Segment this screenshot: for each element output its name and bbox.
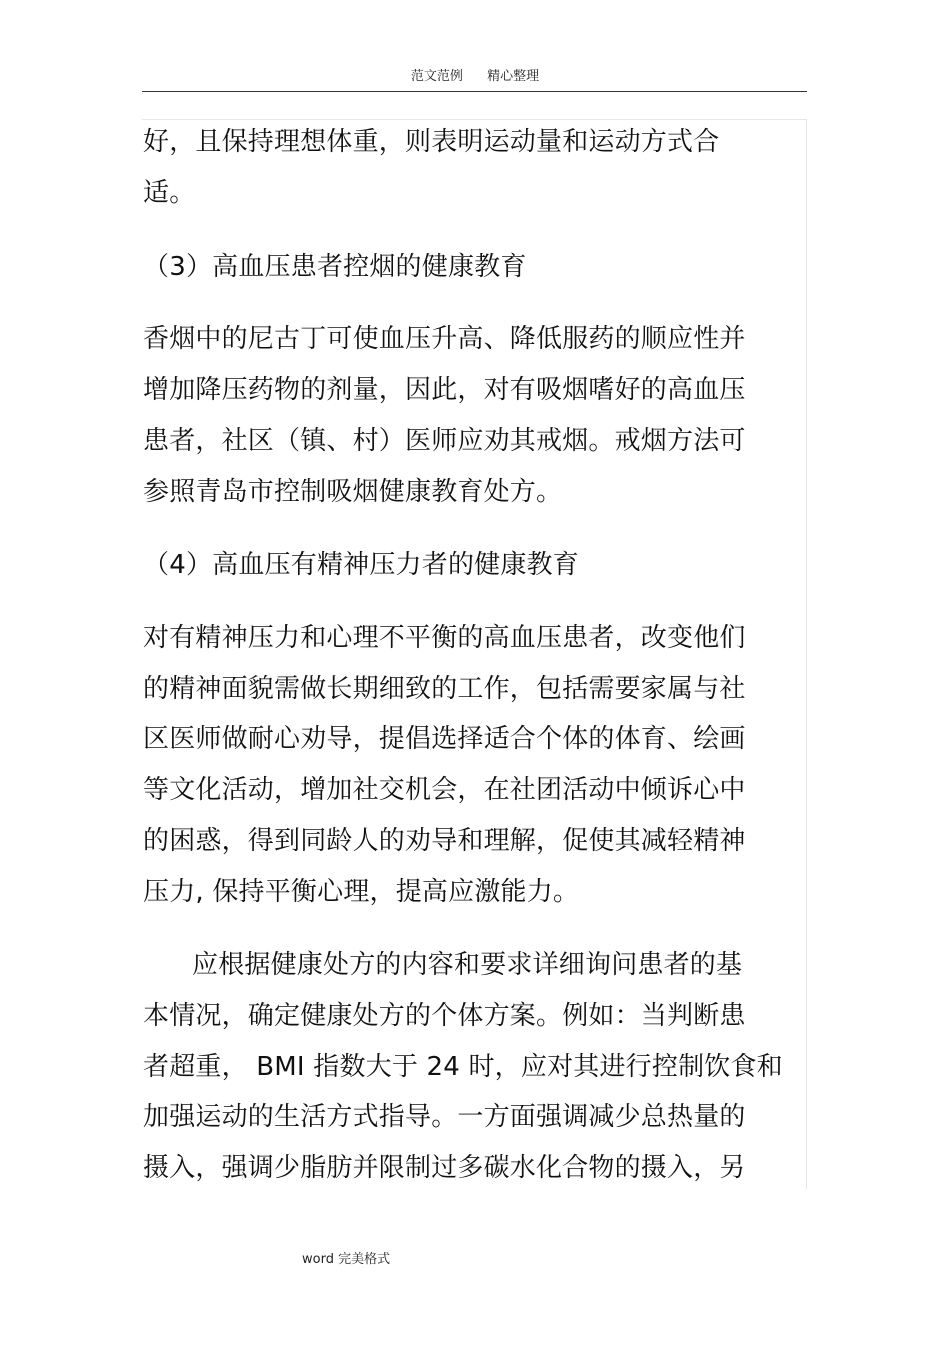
section-heading: （3）高血压患者控烟的健康教育	[143, 252, 527, 282]
body-line: 参照青岛市控制吸烟健康教育处方。	[143, 477, 563, 507]
body-line: 增加降压药物的剂量，因此，对有吸烟嗜好的高血压	[143, 375, 746, 405]
body-line: 等文化活动，增加社交机会，在社团活动中倾诉心中	[143, 775, 746, 805]
header-left-text: 范文范例	[410, 69, 463, 84]
body-line: 香烟中的尼古丁可使血压升高、降低服药的顺应性并	[143, 324, 746, 354]
body-line: 患者，社区（镇、村）医师应劝其戒烟。戒烟方法可	[143, 426, 746, 456]
body-line: 加强运动的生活方式指导。一方面强调减少总热量的	[143, 1102, 746, 1132]
body-line: 本情况，确定健康处方的个体方案。例如：当判断患	[143, 1001, 746, 1031]
section-heading: （4）高血压有精神压力者的健康教育	[143, 550, 579, 580]
body-line: 摄入，强调少脂肪并限制过多碳水化合物的摄入，另	[143, 1153, 746, 1183]
header-right-text: 精心整理	[487, 69, 540, 84]
body-line: 适。	[143, 178, 196, 208]
body-line: 对有精神压力和心理不平衡的高血压患者，改变他们	[143, 623, 746, 653]
page-header	[0, 68, 950, 86]
body-line: 的精神面貌需做长期细致的工作，包括需要家属与社	[143, 674, 746, 704]
body-line: 区医师做耐心劝导，提倡选择适合个体的体育、绘画	[143, 724, 746, 754]
page-footer: word 完美格式	[302, 1252, 391, 1267]
body-line: 压力, 保持平衡心理，提高应激能力。	[143, 877, 580, 907]
body-line: 的困惑，得到同龄人的劝导和理解，促使其减轻精神	[143, 826, 746, 856]
body-line: 者超重， BMI 指数大于 24 时，应对其进行控制饮食和	[143, 1052, 783, 1082]
body-line: 好，且保持理想体重，则表明运动量和运动方式合	[143, 127, 720, 157]
header-rule	[142, 91, 807, 92]
body-line: 应根据健康处方的内容和要求详细询问患者的基	[192, 950, 743, 980]
